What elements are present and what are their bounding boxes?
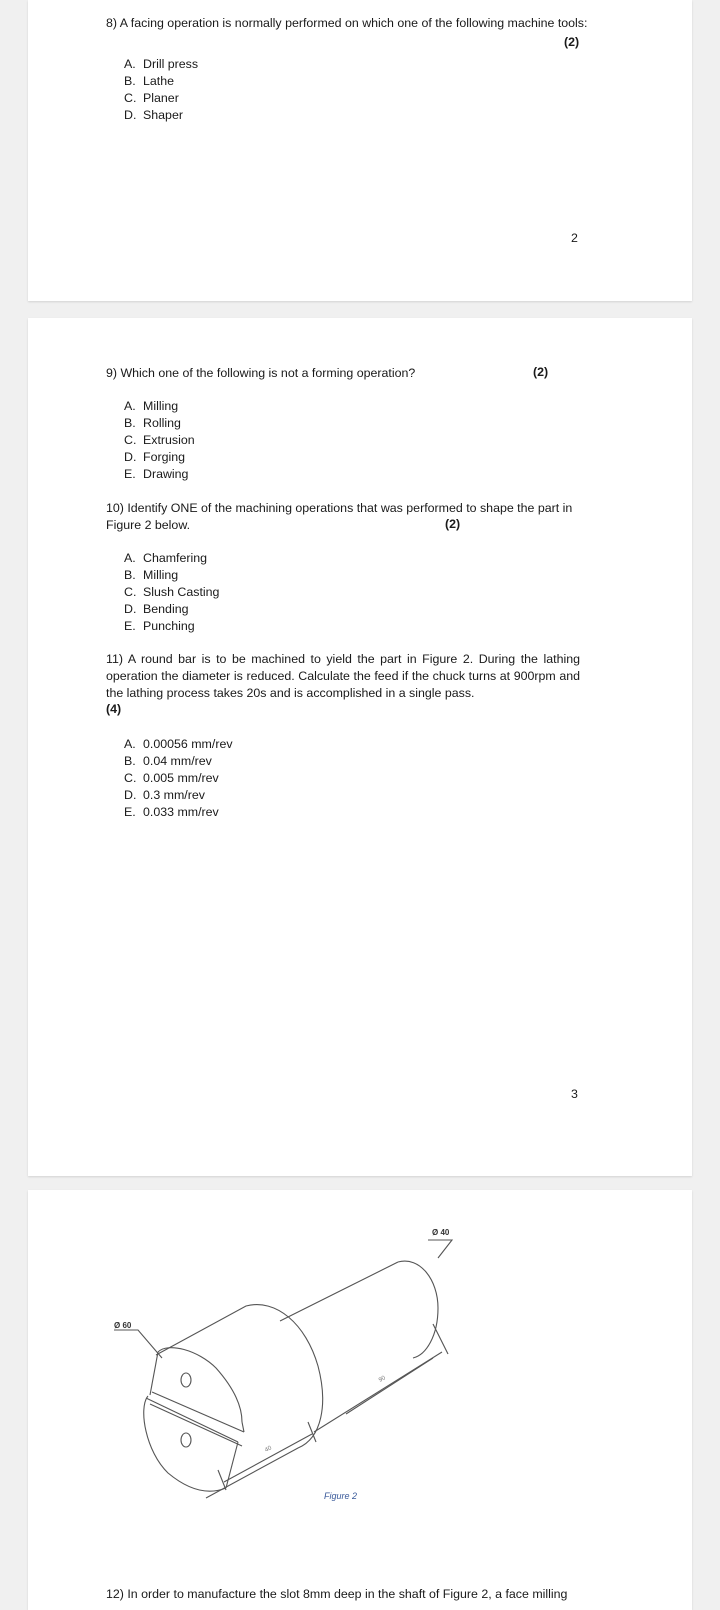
option: B. Lathe: [124, 74, 175, 88]
front-face-left-edge: [150, 1352, 158, 1395]
bolt-hole: [181, 1373, 191, 1387]
option: E. Punching: [124, 619, 195, 633]
option: E. 0.033 mm/rev: [124, 805, 219, 819]
document-page: [28, 0, 692, 301]
question-10-options: [124, 550, 219, 635]
extension-line: [218, 1470, 226, 1490]
option: C. Extrusion: [124, 433, 195, 447]
question-8-stem: 8) A facing operation is normally performed on which one of the following machine tools:: [106, 16, 588, 30]
figure-caption: Figure 2: [324, 1491, 358, 1501]
slot-edge: [146, 1398, 238, 1442]
option: B. Rolling: [124, 416, 181, 430]
question-11-options: [124, 736, 233, 821]
dimension-label-dia-40: Ø 40: [432, 1228, 450, 1237]
slot-edge: [242, 1422, 244, 1432]
option: D. Shaper: [124, 108, 183, 122]
option: C. 0.005 mm/rev: [124, 771, 219, 785]
option: D. Bending: [124, 602, 189, 616]
option: B. Milling: [124, 568, 179, 582]
question-8-marks: (2): [564, 35, 580, 49]
front-face-top-arc: [158, 1348, 242, 1422]
option: D. 0.3 mm/rev: [124, 788, 205, 802]
question-9-marks: (2): [533, 365, 549, 379]
leader-line-dia-40: [428, 1240, 452, 1258]
option: C. Slush Casting: [124, 585, 220, 599]
option: B. 0.04 mm/rev: [124, 754, 212, 768]
option: D. Forging: [124, 450, 186, 464]
dimension-label-length-90: 90: [378, 1375, 387, 1384]
dimension-label-dia-60: Ø 60: [114, 1321, 132, 1330]
option: A. Milling: [124, 399, 179, 413]
question-9-options: [124, 398, 195, 483]
large-cylinder-outline: [156, 1305, 323, 1498]
option: A. Chamfering: [124, 551, 208, 565]
option: C. Planer: [124, 91, 179, 105]
document-page: [28, 1190, 692, 1610]
leader-line-dia-60: [114, 1330, 162, 1358]
question-9-stem: 9) Which one of the following is not a forming operation?: [106, 366, 416, 380]
dimension-line-90: [314, 1352, 442, 1432]
page-number: 2: [571, 231, 578, 245]
front-face-bottom-arc: [144, 1396, 226, 1491]
question-10-stem: 10) Identify ONE of the machining operations that was performed to shape the part in Figure 2 below.: [106, 501, 573, 532]
page-number: 3: [571, 1087, 578, 1101]
bolt-hole: [181, 1433, 191, 1447]
document-page: [28, 318, 692, 1176]
question-11-marks: (4): [106, 702, 122, 716]
shaft-end-ellipse: [398, 1261, 438, 1358]
extension-line: [433, 1324, 448, 1354]
question-8-options: [124, 56, 198, 124]
question-11-stem: 11) A round bar is to be machined to yield the part in Figure 2. During the lathing operation the diameter is reduced. Calculate the feed if the chuck turns at 900rpm and the lathing process takes 20s and is accomplished in a single pass.: [106, 652, 580, 700]
question-12-stem-partial: 12) In order to manufacture the slot 8mm deep in the shaft of Figure 2, a face milling: [106, 1587, 568, 1601]
question-10-marks: (2): [445, 517, 461, 531]
shaft-top-edge: [280, 1262, 398, 1321]
option: A. Drill press: [124, 57, 199, 71]
dimension-label-length-40: 40: [264, 1445, 273, 1454]
figure-2-drawing: [28, 1190, 692, 1610]
option: E. Drawing: [124, 467, 189, 481]
option: A. 0.00056 mm/rev: [124, 737, 233, 751]
